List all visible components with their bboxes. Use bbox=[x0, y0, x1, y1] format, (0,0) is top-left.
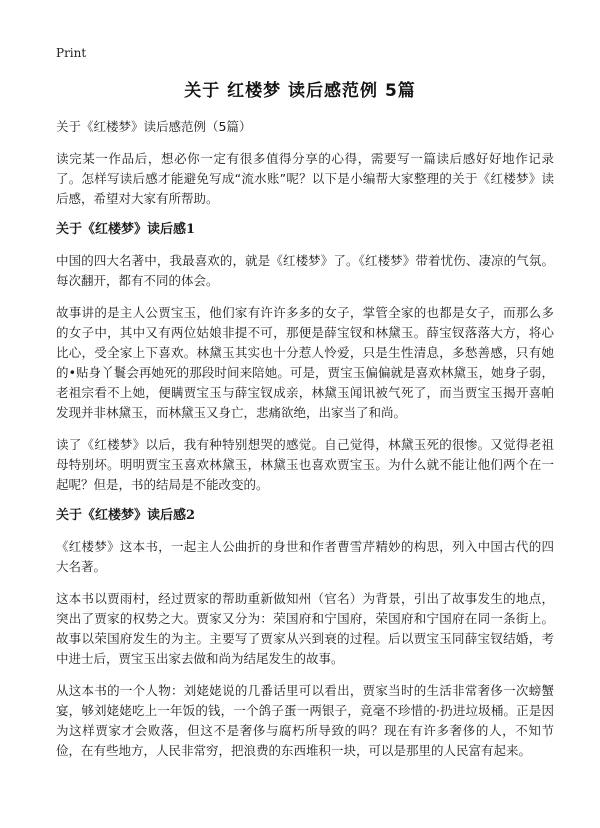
document-body bbox=[56, 118, 554, 773]
section-heading: 关于《红楼梦》读后感2 bbox=[56, 508, 196, 523]
paragraph: 读了《红楼梦》以后，我有种特别想哭的感觉。自己觉得，林黛玉死的很惨。又觉得老祖母特别坏。明明贾宝玉喜欢林黛玉，林黛玉也喜欢贾宝玉。为什么就不能让他们两个在一起呢？但是，书的结局是不能改变的。 bbox=[56, 437, 554, 492]
paragraph: 《红楼梦》这本书，一起主人公曲折的身世和作者曹雪芹精妙的构思，列入中国古代的四大名著。 bbox=[56, 539, 554, 574]
page-title: 关于 红楼梦 读后感范例 5篇 bbox=[184, 81, 416, 101]
paragraph: 故事讲的是主人公贾宝玉，他们家有许许多多的女子，掌管全家的也都是女子，而那么多的女子中，其中又有两位姑娘非提不可，那便是薛宝钗和林黛玉。薛宝钗落落大方，将心比心，受全家上下喜欢。林黛玉其实也十分惹人怜爱，只是生性清息，多愁善感，只有她的•贴身丫鬟会再她死的那段时间来陪她。可是，贾宝玉偏偏就是喜欢林黛玉，她身子弱，老祖宗看不上她，便瞒贾宝玉与薛宝钗成亲，林黛玉闻讯被气死了，而当贾宝玉揭开喜帕发现并非林黛玉，而林黛玉又身亡，悲痛欲绝，出家当了和尚。 bbox=[56, 305, 554, 420]
section-2 bbox=[56, 507, 554, 761]
intro-paragraph: 读完某一作品后，想必你一定有很多值得分享的心得，需要写一篇读后感好好地作记录了。怎样写读后感才能避免写成“流水账”呢？以下是小编帮大家整理的关于《红楼梦》读后感，希望对大家有所帮助。 bbox=[56, 151, 554, 206]
paragraph: 中国的四大名著中，我最喜欢的，就是《红楼梦》了。《红楼梦》带着忧伤、凄凉的气氛。每次翻开，都有不同的体会。 bbox=[56, 253, 554, 288]
paragraph: 从这本书的一个人物：刘姥姥说的几番话里可以看出，贾家当时的生活非常奢侈一次螃蟹宴，够刘姥姥吃上一年饭的钱，一个鸽子蛋一两银子，竟毫不珍惜的·扔进垃圾桶。正是因为这样贾家才会败落，但这不是奢侈与腐朽所导致的吗？现在有许多奢侈的人，不知节俭，在有些地方，人民非常穷，把浪费的东西堆积一块，可以是那里的人民富有起来。 bbox=[56, 683, 554, 758]
print-label: Print bbox=[56, 46, 87, 60]
document-subtitle: 关于《红楼梦》读后感范例（5篇） bbox=[56, 119, 252, 134]
section-heading: 关于《红楼梦》读后感1 bbox=[56, 222, 196, 237]
section-1 bbox=[56, 221, 554, 495]
paragraph: 这本书以贾雨村，经过贾家的帮助重新做知州（官名）为背景，引出了故事发生的地点，突出了贾家的权势之大。贾家又分为：荣国府和宁国府，荣国府和宁国府在同一条街上。故事以荣国府发生的为主。主要写了贾家从兴到衰的过程。后以贾宝玉同薛宝钗结婚，考中进士后，贾宝玉出家去做和尚为结尾发生的故事。 bbox=[56, 591, 554, 666]
